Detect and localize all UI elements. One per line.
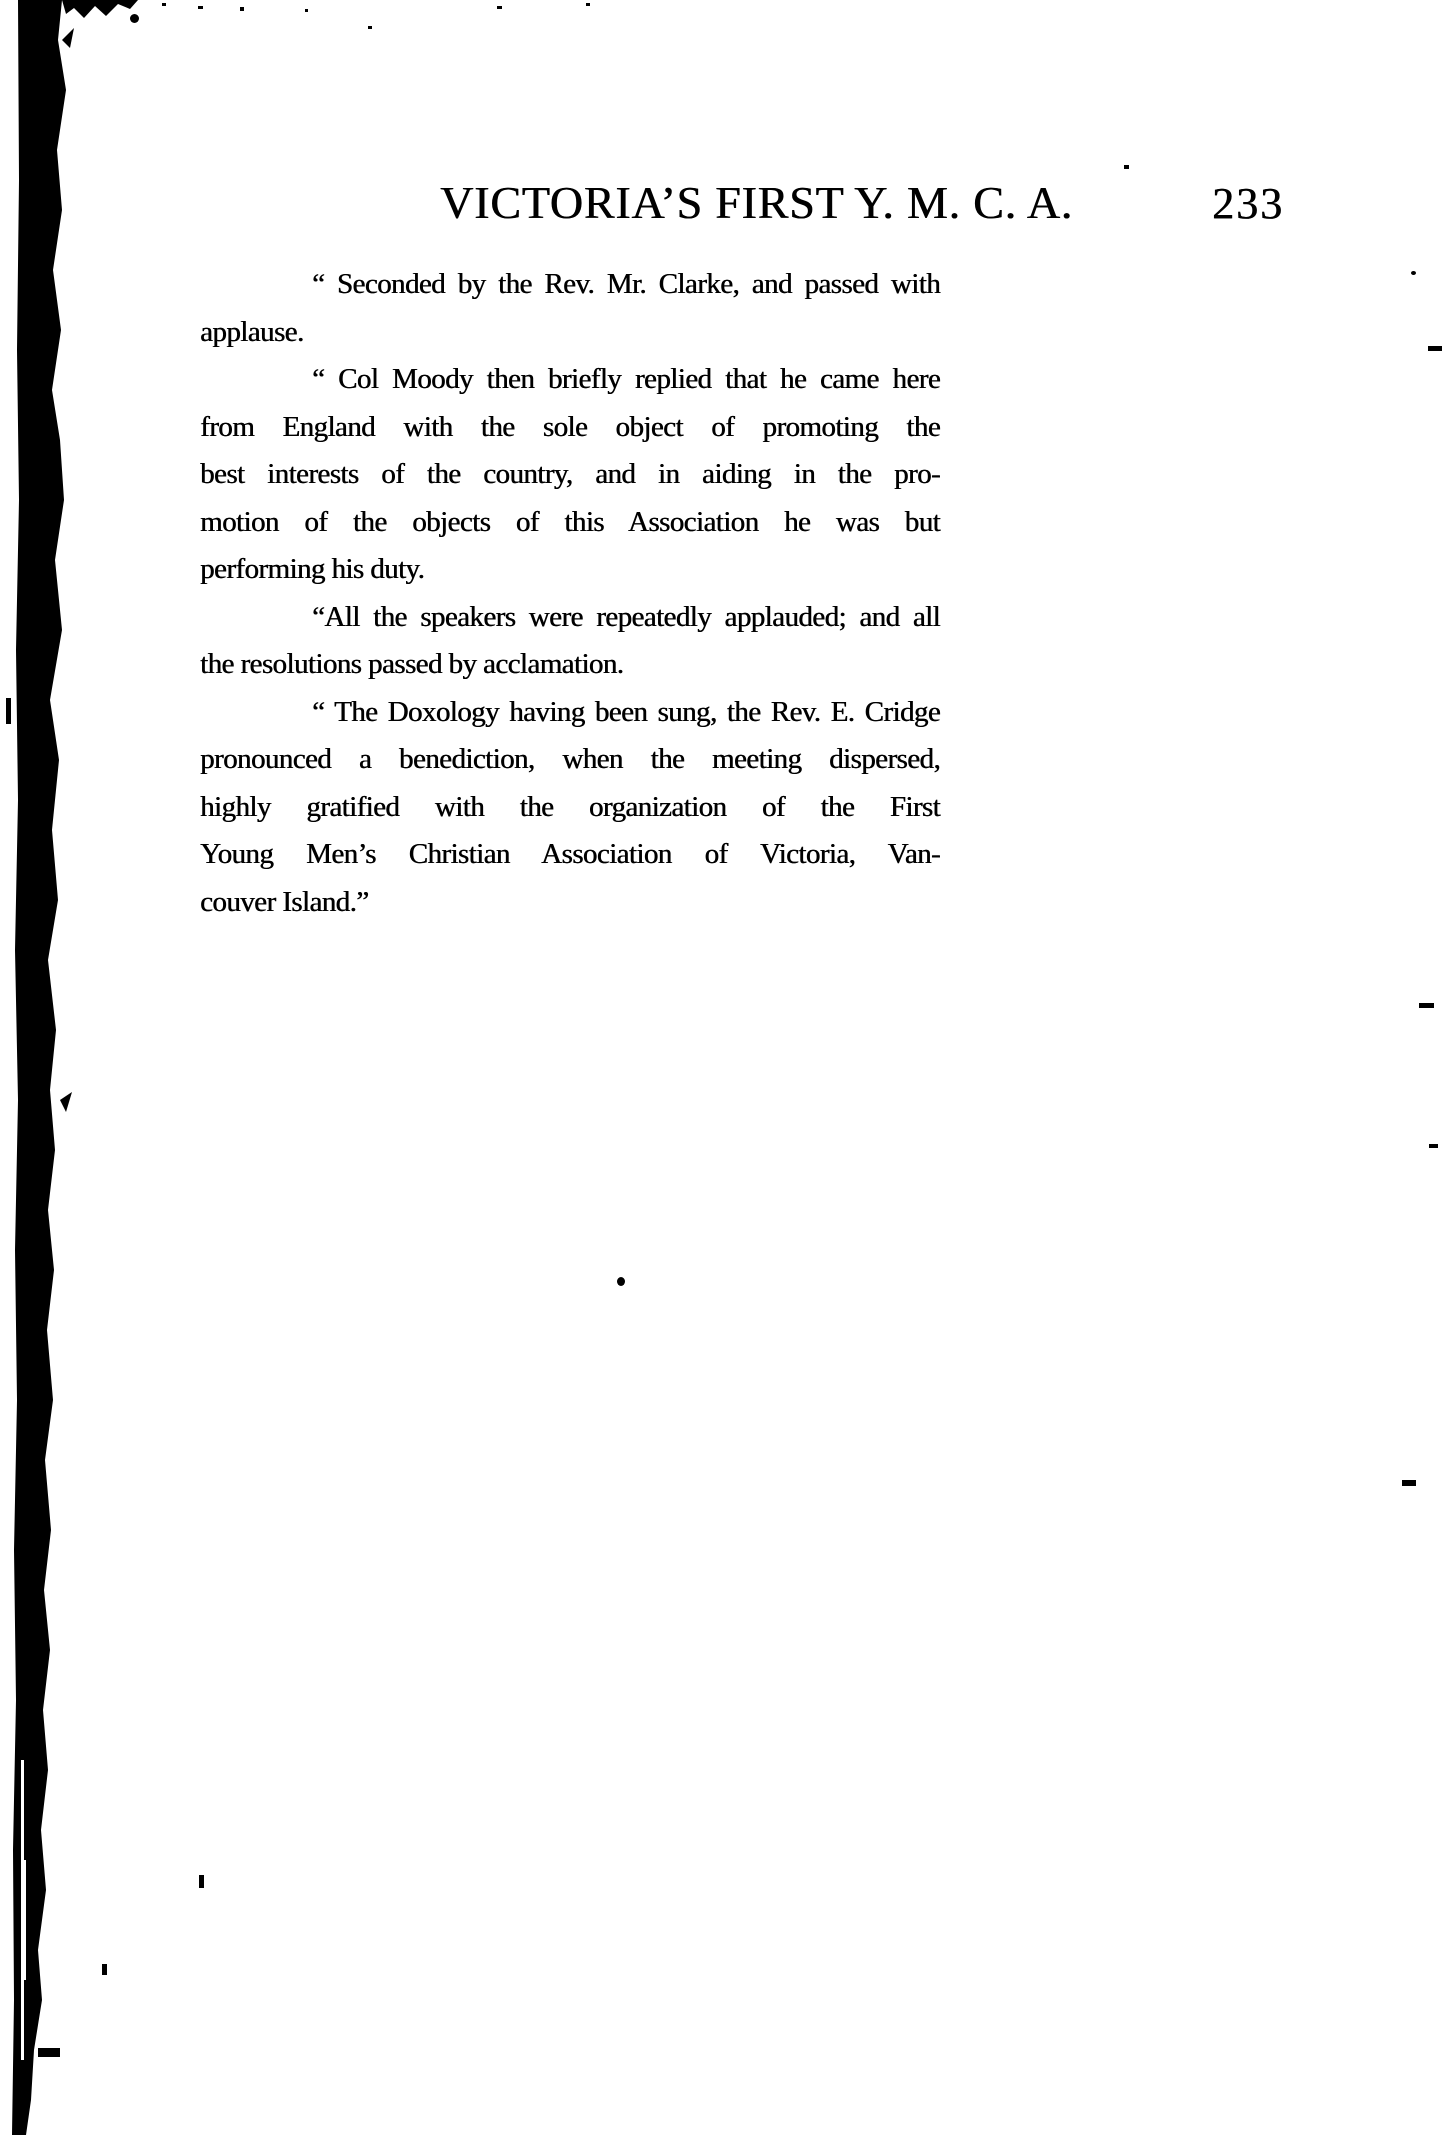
text-line: couver Island.” (200, 885, 369, 918)
text-line: “ Seconded by the Rev. Mr. Clarke, and passed with (312, 268, 940, 300)
text-line: “ Col Moody then briefly replied that he came here (312, 363, 940, 395)
scan-speck (497, 6, 502, 9)
scan-speck (1429, 1144, 1438, 1148)
scan-speck (199, 1875, 204, 1888)
scan-speck (368, 26, 372, 29)
running-header-title: VICTORIA’S FIRST Y. M. C. A. (440, 177, 1073, 228)
scan-speck (198, 6, 203, 9)
text-line: “All the speakers were repeatedly applauded; and all (312, 600, 940, 633)
text-line: applause. (200, 315, 304, 348)
text-line: motion of the objects of this Association he was but (200, 505, 940, 538)
scan-speck (162, 3, 166, 6)
text-line: the resolutions passed by acclamation. (200, 648, 624, 680)
scan-speck (1124, 165, 1129, 169)
scan-speck (240, 7, 244, 11)
text-line: from England with the sole object of promoting the (200, 410, 940, 443)
scan-speck (102, 1964, 107, 1975)
scan-speck (6, 698, 11, 724)
scan-speck (617, 1277, 625, 1286)
body-text-block (200, 261, 940, 926)
scan-speck (586, 3, 590, 6)
text-line: pronounced a benediction, when the meeting dispersed, (200, 743, 940, 775)
text-line: highly gratified with the organization of the First (200, 790, 940, 823)
text-line: Young Men’s Christian Association of Victoria, Van- (200, 838, 940, 870)
text-line: best interests of the country, and in aiding in the pro- (200, 458, 940, 490)
scan-speck (130, 14, 139, 23)
scan-speck (1402, 1480, 1416, 1486)
text-line: performing his duty. (200, 553, 425, 585)
page-number: 233 (1212, 179, 1284, 228)
scan-speck (1419, 1003, 1434, 1008)
text-line: “ The Doxology having been sung, the Rev. E. Cridge (312, 695, 940, 728)
scan-speck (1411, 271, 1416, 275)
scan-speck (38, 2048, 60, 2057)
scan-speck (305, 9, 308, 12)
scan-speck (1428, 346, 1442, 351)
binding-edge-artifact (0, 0, 160, 2144)
